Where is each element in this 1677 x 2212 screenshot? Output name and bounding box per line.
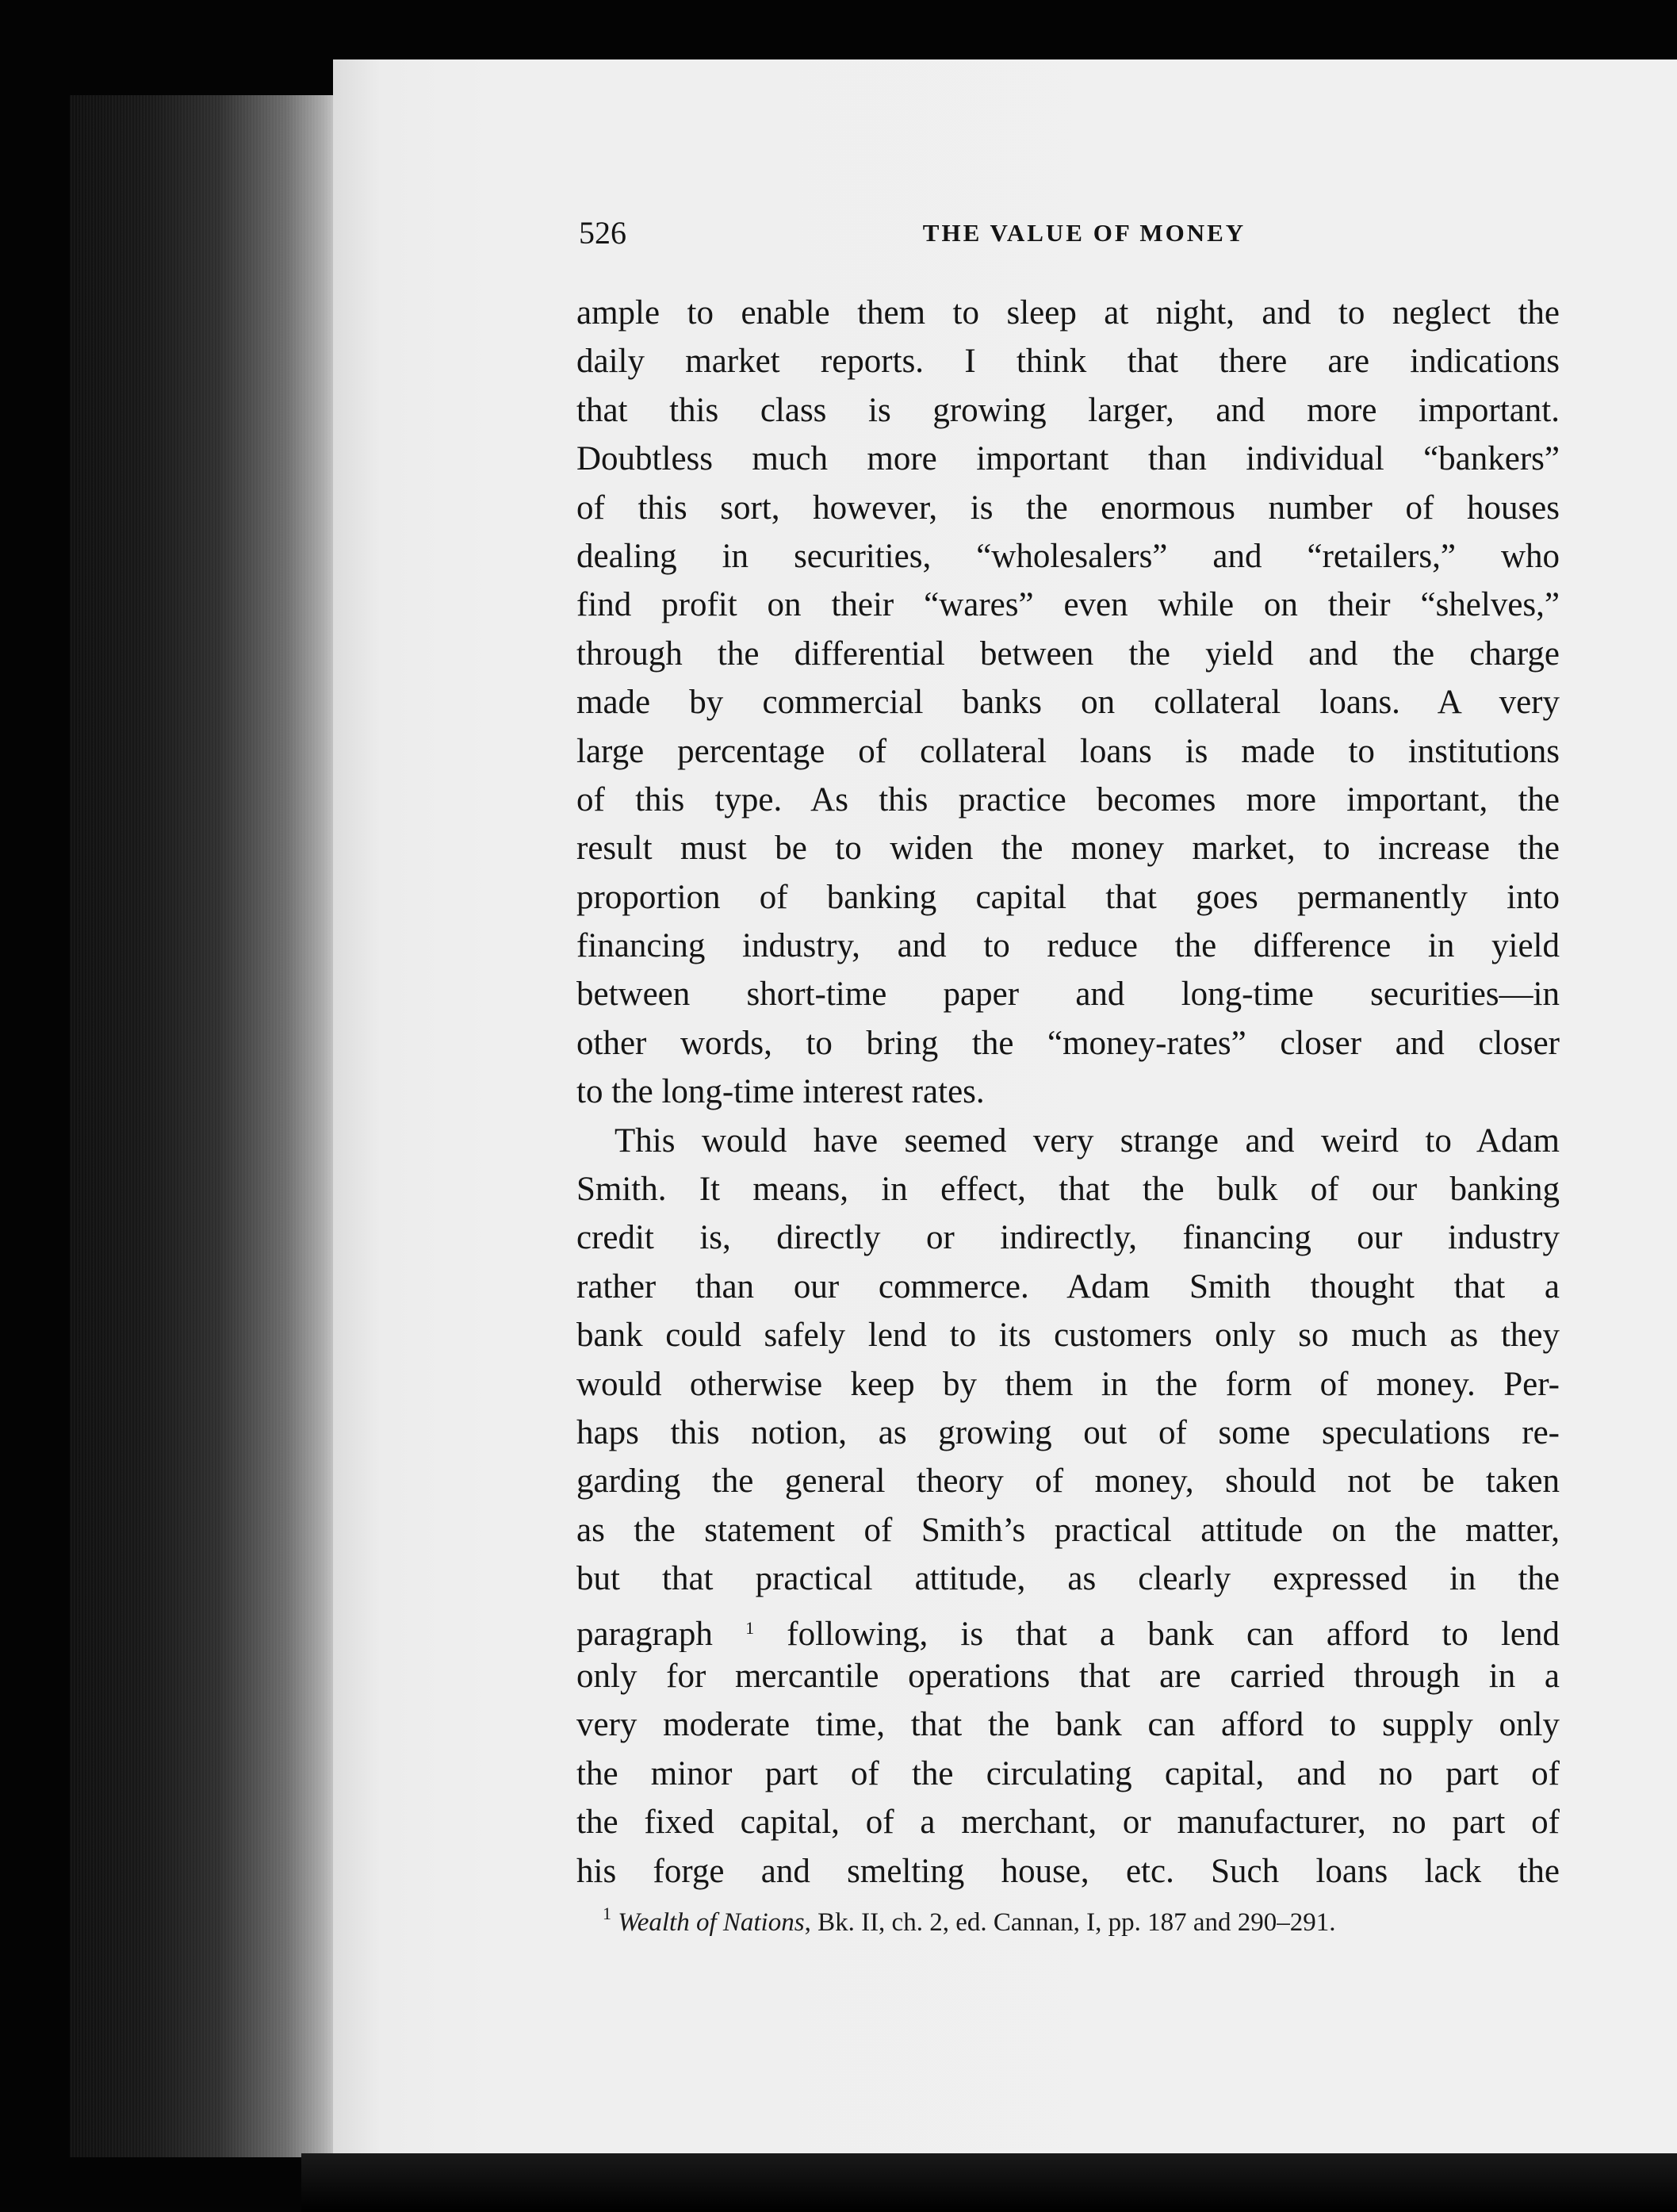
- text-line: ample to enable them to sleep at night, and to neglect the: [576, 294, 1560, 332]
- text-line: between short-time paper and long-time securities—in: [576, 976, 1560, 1014]
- text-line: credit is, directly or indirectly, financing our industry: [576, 1219, 1560, 1257]
- text-line: haps this notion, as growing out of some speculations re-: [576, 1413, 1560, 1451]
- text-line: the minor part of the circulating capital, and no part of: [576, 1754, 1560, 1792]
- text-line: but that practical attitude, as clearly expressed in the: [576, 1560, 1560, 1598]
- bottom-shadow: [301, 2153, 1677, 2212]
- text-line: to the long-time interest rates.: [576, 1073, 985, 1111]
- footnote-book-title: Wealth of Nations: [618, 1908, 805, 1937]
- page-header: [579, 214, 1558, 262]
- footnote: [603, 1903, 1558, 1938]
- page-number: 526: [579, 215, 626, 251]
- text-line: as the statement of Smith’s practical attitude on the matter,: [576, 1511, 1560, 1549]
- running-title: THE VALUE OF MONEY: [922, 219, 1246, 247]
- text-line: proportion of banking capital that goes permanently into: [576, 878, 1560, 916]
- text-line: find profit on their “wares” even while on their “shelves,”: [576, 586, 1560, 624]
- text-line: daily market reports. I think that there are indications: [576, 343, 1560, 381]
- text-line: of this sort, however, is the enormous number of houses: [576, 489, 1560, 527]
- text-line: the fixed capital, of a merchant, or manufacturer, no part of: [576, 1804, 1560, 1842]
- text-line: bank could safely lend to its customers only so much as they: [576, 1317, 1560, 1355]
- text-line: rather than our commerce. Adam Smith thought that a: [576, 1267, 1560, 1305]
- book-page-edges: [70, 95, 339, 2157]
- footnote-citation: , Bk. II, ch. 2, ed. Cannan, I, pp. 187 and 290–291.: [804, 1908, 1336, 1937]
- body-text: [576, 289, 1560, 1896]
- text-line: This would have seemed very strange and weird to Adam: [615, 1121, 1560, 1160]
- text-line: of this type. As this practice becomes more important, the: [576, 780, 1560, 818]
- text-line: made by commercial banks on collateral loans. A very: [576, 684, 1560, 722]
- text-line: through the differential between the yield and the charge: [576, 634, 1560, 673]
- text-line-with-footnote-ref: [576, 1604, 1560, 1652]
- text-segment: following, is that a bank can afford to lend: [754, 1615, 1560, 1652]
- text-line: very moderate time, that the bank can afford to supply only: [576, 1706, 1560, 1744]
- text-line: garding the general theory of money, should not be taken: [576, 1463, 1560, 1501]
- text-line: result must be to widen the money market, to increase the: [576, 830, 1560, 868]
- footnote-reference: 1: [745, 1617, 755, 1638]
- text-line: large percentage of collateral loans is made to institutions: [576, 732, 1560, 770]
- text-line: that this class is growing larger, and more important.: [576, 391, 1560, 429]
- text-line: Smith. It means, in effect, that the bulk of our banking: [576, 1171, 1560, 1209]
- text-line: other words, to bring the “money-rates” closer and closer: [576, 1024, 1560, 1062]
- text-line: would otherwise keep by them in the form of money. Per-: [576, 1365, 1560, 1403]
- text-segment: paragraph: [576, 1615, 713, 1652]
- text-line: only for mercantile operations that are carried through in a: [576, 1657, 1560, 1695]
- text-line: dealing in securities, “wholesalers” and “retailers,” who: [576, 537, 1560, 575]
- text-line: his forge and smelting house, etc. Such loans lack the: [576, 1852, 1560, 1890]
- text-line: financing industry, and to reduce the difference in yield: [576, 927, 1560, 965]
- footnote-marker: 1: [603, 1903, 611, 1923]
- text-line: Doubtless much more important than individual “bankers”: [576, 440, 1560, 478]
